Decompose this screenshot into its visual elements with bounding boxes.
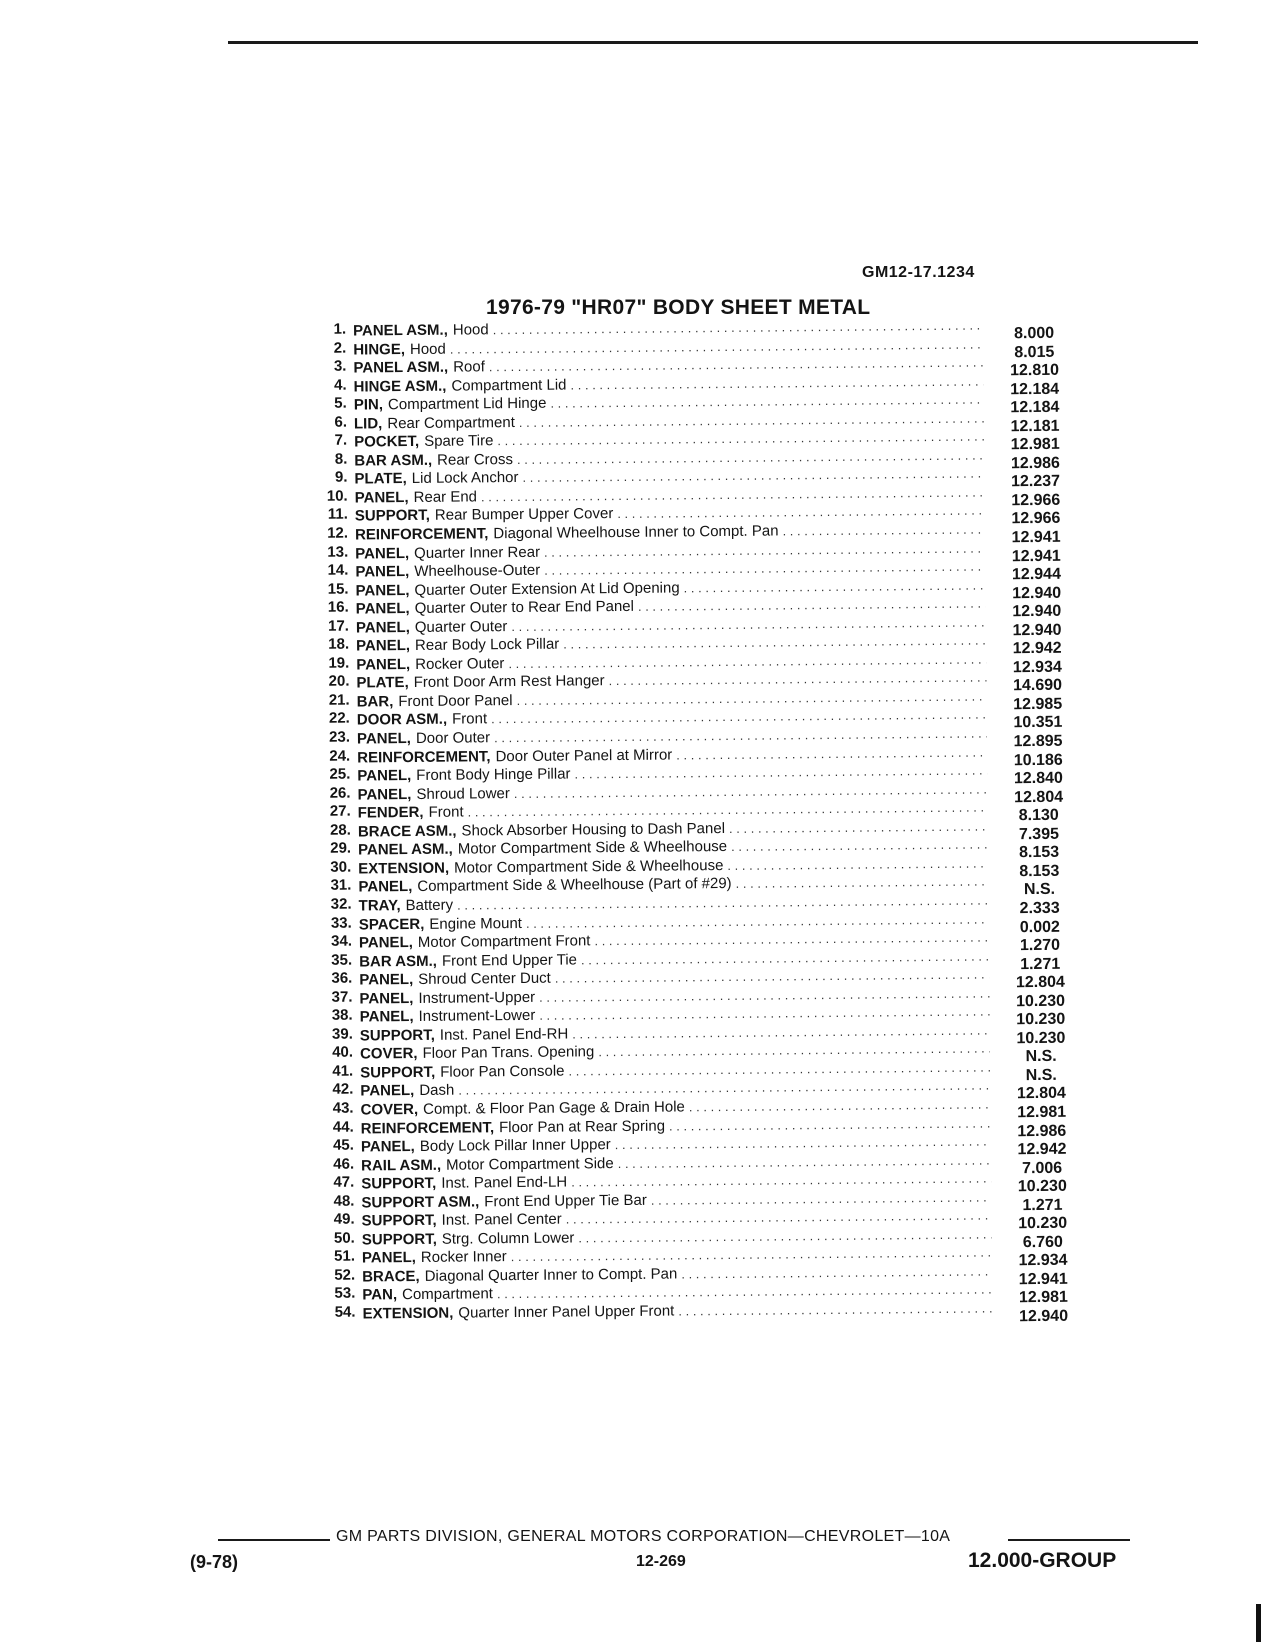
part-number: 44. bbox=[332, 1118, 354, 1136]
part-group-number: 12.940 bbox=[1012, 621, 1062, 639]
part-name: PANEL, bbox=[358, 878, 413, 896]
part-group-number: N.S. bbox=[1025, 1066, 1057, 1085]
part-group-number: 12.934 bbox=[1012, 658, 1062, 677]
part-qualifier: Spare Tire bbox=[424, 432, 494, 451]
part-number: 33. bbox=[330, 914, 352, 932]
part-number: 53. bbox=[334, 1285, 356, 1303]
part-number: 31. bbox=[330, 876, 352, 895]
part-name: HINGE ASM., bbox=[353, 377, 447, 396]
part-group-number: 2.333 bbox=[1019, 899, 1060, 918]
part-number: 22. bbox=[328, 710, 350, 728]
part-name: EXTENSION, bbox=[362, 1304, 454, 1323]
part-name: SUPPORT, bbox=[359, 1026, 435, 1045]
part-number: 52. bbox=[334, 1266, 356, 1284]
part-qualifier: Lid Lock Anchor bbox=[411, 469, 519, 488]
part-qualifier: Front bbox=[428, 803, 464, 822]
part-qualifier: Rocker Outer bbox=[415, 654, 505, 673]
part-qualifier: Rear Cross bbox=[437, 450, 514, 469]
part-name: BRACE ASM., bbox=[357, 822, 457, 841]
part-qualifier: Motor Compartment Side bbox=[446, 1154, 614, 1174]
leader-dots bbox=[782, 522, 985, 540]
part-number: 45. bbox=[332, 1136, 354, 1154]
part-number: 38. bbox=[331, 1006, 353, 1025]
part-name: LID, bbox=[353, 415, 383, 433]
part-name: POCKET, bbox=[354, 433, 420, 451]
part-group-number: 12.985 bbox=[1013, 695, 1063, 714]
part-name: RAIL ASM., bbox=[361, 1156, 442, 1175]
part-name: PANEL ASM., bbox=[353, 321, 448, 340]
part-number: 29. bbox=[330, 839, 352, 858]
part-qualifier: Inst. Panel End-RH bbox=[439, 1025, 569, 1044]
part-number: 1. bbox=[333, 320, 347, 338]
part-qualifier: Instrument-Lower bbox=[418, 1007, 536, 1026]
part-qualifier: Compartment Side & Wheelhouse (Part of #29) bbox=[417, 875, 732, 896]
leader-dots bbox=[731, 837, 988, 855]
part-number: 36. bbox=[331, 969, 353, 987]
part-qualifier: Dash bbox=[419, 1082, 455, 1100]
part-group-number: 12.942 bbox=[1017, 1140, 1067, 1159]
part-group-number: 8.153 bbox=[1019, 862, 1060, 881]
part-group-number: 12.981 bbox=[1010, 436, 1060, 454]
part-group-number: 12.184 bbox=[1010, 380, 1060, 398]
part-group-number: 14.690 bbox=[1012, 677, 1063, 695]
part-qualifier: Rear Body Lock Pillar bbox=[414, 635, 560, 655]
part-name: PANEL, bbox=[357, 785, 412, 804]
part-group-number: 12.966 bbox=[1011, 491, 1061, 510]
part-group-number: 10.230 bbox=[1016, 992, 1066, 1010]
part-name: PANEL, bbox=[360, 1082, 415, 1100]
part-group-number: 12.966 bbox=[1011, 510, 1061, 528]
part-name: HINGE, bbox=[353, 340, 406, 359]
part-group-number: 12.940 bbox=[1012, 602, 1062, 621]
part-qualifier: Compartment Lid Hinge bbox=[387, 394, 547, 414]
part-number: 54. bbox=[334, 1303, 356, 1321]
part-name: REINFORCEMENT, bbox=[360, 1118, 495, 1138]
part-number: 2. bbox=[333, 339, 347, 357]
part-qualifier: Battery bbox=[405, 896, 454, 915]
part-group-number: 12.941 bbox=[1011, 547, 1061, 565]
part-group-number: 10.230 bbox=[1018, 1214, 1068, 1233]
part-qualifier: Rear Compartment bbox=[387, 413, 515, 432]
top-rule bbox=[228, 41, 1198, 44]
part-description bbox=[362, 1300, 992, 1322]
part-number: 43. bbox=[332, 1099, 354, 1117]
part-name: PANEL, bbox=[355, 600, 410, 618]
part-group-number: 12.986 bbox=[1017, 1122, 1067, 1140]
part-name: FENDER, bbox=[357, 804, 424, 822]
part-qualifier: Shock Absorber Housing to Dash Panel bbox=[461, 819, 726, 840]
part-group-number: 10.230 bbox=[1016, 1029, 1066, 1047]
part-number: 27. bbox=[329, 802, 351, 821]
part-name: PANEL, bbox=[356, 655, 411, 674]
part-number: 35. bbox=[331, 951, 353, 969]
part-group-number: 10.230 bbox=[1016, 1010, 1066, 1029]
part-qualifier: Front Body Hinge Pillar bbox=[416, 765, 571, 785]
part-qualifier: Quarter Inner Panel Upper Front bbox=[458, 1302, 675, 1322]
part-qualifier: Engine Mount bbox=[429, 914, 523, 933]
part-qualifier: Front Door Arm Rest Hanger bbox=[413, 672, 605, 692]
part-name: COVER, bbox=[360, 1100, 419, 1119]
part-qualifier: Compt. & Floor Pan Gage & Drain Hole bbox=[422, 1098, 685, 1118]
part-name: PAN, bbox=[362, 1286, 398, 1304]
part-group-number: 12.237 bbox=[1011, 473, 1061, 491]
part-qualifier: Compartment bbox=[401, 1285, 494, 1304]
part-qualifier: Front Door Panel bbox=[398, 691, 513, 711]
part-qualifier: Quarter Outer bbox=[414, 617, 508, 636]
part-name: PANEL, bbox=[355, 544, 410, 563]
part-qualifier: Motor Compartment Front bbox=[417, 932, 591, 952]
part-name: PANEL ASM., bbox=[353, 358, 449, 377]
footer-rule-right bbox=[1008, 1539, 1130, 1541]
part-qualifier: Floor Pan Trans. Opening bbox=[422, 1043, 595, 1063]
part-group-number: 12.940 bbox=[1012, 584, 1062, 602]
part-number: 11. bbox=[327, 506, 348, 524]
part-name: REINFORCEMENT, bbox=[354, 525, 489, 544]
part-name: SUPPORT, bbox=[361, 1230, 437, 1249]
part-qualifier: Inst. Panel End-LH bbox=[441, 1173, 568, 1192]
part-number: 25. bbox=[329, 765, 351, 783]
part-name: PANEL, bbox=[361, 1249, 416, 1267]
part-group-number: 12.840 bbox=[1013, 769, 1063, 788]
part-name: SPACER, bbox=[358, 915, 425, 934]
parts-list bbox=[306, 315, 1086, 1324]
part-name: DOOR ASM., bbox=[356, 711, 448, 730]
leader-dots bbox=[736, 874, 989, 892]
part-number: 41. bbox=[332, 1062, 354, 1080]
part-name: PANEL, bbox=[356, 730, 411, 748]
part-name: BAR ASM., bbox=[359, 952, 438, 971]
part-qualifier: Diagonal Wheelhouse Inner to Compt. Pan bbox=[493, 522, 779, 543]
footer-date: (9-78) bbox=[190, 1552, 239, 1572]
part-number: 7. bbox=[334, 431, 348, 450]
part-number: 14. bbox=[327, 561, 349, 579]
part-qualifier: Roof bbox=[453, 358, 485, 376]
part-number: 16. bbox=[327, 598, 349, 617]
part-number: 42. bbox=[332, 1081, 354, 1099]
part-name: SUPPORT, bbox=[354, 507, 430, 526]
part-qualifier: Quarter Outer to Rear End Panel bbox=[414, 598, 635, 618]
edge-mark bbox=[1256, 1604, 1261, 1642]
part-name: BAR, bbox=[356, 693, 394, 711]
part-qualifier: Quarter Inner Rear bbox=[414, 543, 541, 562]
part-qualifier: Door Outer Panel at Mirror bbox=[495, 746, 673, 765]
part-qualifier: Hood bbox=[452, 321, 489, 339]
part-number: 48. bbox=[333, 1192, 355, 1210]
part-group-number: 6.760 bbox=[1022, 1233, 1063, 1251]
part-number: 50. bbox=[333, 1229, 355, 1247]
part-group-number: 10.230 bbox=[1017, 1177, 1067, 1196]
part-name: PANEL, bbox=[355, 618, 410, 637]
part-name: SUPPORT, bbox=[360, 1063, 436, 1082]
page-number: 12-269 bbox=[636, 1553, 686, 1570]
part-number: 21. bbox=[328, 691, 350, 709]
part-name: COVER, bbox=[359, 1045, 418, 1063]
part-qualifier: Rocker Inner bbox=[420, 1248, 507, 1267]
part-qualifier: Door Outer bbox=[415, 729, 491, 747]
part-qualifier: Front bbox=[452, 710, 488, 729]
part-number: 12. bbox=[327, 524, 349, 542]
part-name: SUPPORT, bbox=[361, 1212, 437, 1230]
part-group-number: 12.804 bbox=[1016, 1085, 1066, 1103]
part-number: 6. bbox=[334, 413, 348, 431]
part-name: TRAY, bbox=[358, 897, 401, 915]
part-group-number: 1.271 bbox=[1020, 955, 1061, 973]
part-number: 20. bbox=[328, 672, 350, 691]
part-number: 47. bbox=[333, 1173, 355, 1191]
part-group-number: 8.000 bbox=[1014, 324, 1055, 343]
leader-dots bbox=[727, 855, 988, 874]
part-qualifier: Floor Pan Console bbox=[440, 1062, 565, 1081]
part-group-number: 12.981 bbox=[1017, 1103, 1067, 1122]
part-group-number: 12.934 bbox=[1018, 1252, 1068, 1270]
part-group-number: 10.351 bbox=[1013, 714, 1063, 732]
part-number: 32. bbox=[330, 895, 352, 913]
part-group-number: 8.015 bbox=[1014, 343, 1055, 361]
part-number: 40. bbox=[332, 1043, 354, 1062]
part-group-number: 1.270 bbox=[1019, 936, 1061, 955]
part-name: PANEL, bbox=[357, 767, 412, 785]
part-number: 10. bbox=[326, 487, 348, 505]
part-name: EXTENSION, bbox=[358, 859, 450, 878]
document-code: GM12-17.1234 bbox=[862, 264, 975, 281]
part-number: 17. bbox=[327, 617, 350, 635]
part-group-number: 12.895 bbox=[1013, 732, 1063, 751]
part-qualifier: Quarter Outer Extension At Lid Opening bbox=[414, 579, 680, 599]
part-qualifier: Wheelhouse-Outer bbox=[414, 561, 541, 581]
part-name: PANEL, bbox=[359, 971, 414, 989]
part-number: 4. bbox=[334, 376, 347, 394]
part-group-number: 12.184 bbox=[1010, 398, 1060, 417]
part-group-number: 12.986 bbox=[1010, 454, 1060, 473]
part-number: 24. bbox=[329, 747, 351, 765]
part-number: 39. bbox=[331, 1025, 353, 1043]
part-qualifier: Shroud Lower bbox=[416, 784, 510, 803]
part-qualifier: Inst. Panel Center bbox=[441, 1210, 562, 1229]
part-qualifier: Front End Upper Tie Bar bbox=[484, 1191, 647, 1211]
part-number: 34. bbox=[331, 932, 353, 950]
part-group-number: 12.181 bbox=[1010, 417, 1060, 435]
part-qualifier: Diagonal Quarter Inner to Compt. Pan bbox=[424, 1265, 678, 1285]
part-number: 5. bbox=[334, 394, 347, 412]
part-qualifier: Motor Compartment Side & Wheelhouse bbox=[454, 856, 724, 877]
part-number: 3. bbox=[333, 357, 347, 375]
part-group-number: 12.810 bbox=[1009, 361, 1060, 380]
leader-dots bbox=[678, 1300, 992, 1319]
part-group-number: 8.153 bbox=[1019, 844, 1060, 862]
part-group-number: 12.941 bbox=[1018, 1270, 1068, 1289]
part-group-number: 12.941 bbox=[1011, 528, 1061, 547]
part-qualifier: Front End Upper Tie bbox=[441, 951, 578, 970]
part-name: PANEL, bbox=[360, 1138, 415, 1156]
part-number: 13. bbox=[327, 543, 349, 561]
part-group-number: 12.942 bbox=[1012, 640, 1062, 658]
part-name: PANEL ASM., bbox=[358, 840, 453, 859]
part-name: PANEL, bbox=[358, 934, 413, 952]
footer-rule-left bbox=[218, 1539, 330, 1541]
part-group-number: 10.186 bbox=[1013, 751, 1063, 769]
page-title: 1976-79 "HR07" BODY SHEET METAL bbox=[486, 296, 871, 319]
part-name: SUPPORT, bbox=[361, 1174, 437, 1193]
part-qualifier: Motor Compartment Side & Wheelhouse bbox=[457, 838, 728, 858]
part-name: PLATE, bbox=[354, 470, 407, 488]
part-qualifier: Floor Pan at Rear Spring bbox=[499, 1117, 666, 1136]
part-qualifier: Rear Bumper Upper Cover bbox=[434, 505, 614, 525]
part-number: 51. bbox=[334, 1247, 356, 1266]
part-group-number: 1.271 bbox=[1022, 1196, 1063, 1214]
part-number: 9. bbox=[334, 468, 348, 487]
part-number: 37. bbox=[331, 988, 353, 1006]
part-name: PANEL, bbox=[355, 563, 410, 581]
part-qualifier: Rear End bbox=[413, 488, 478, 506]
part-group-number: N.S. bbox=[1025, 1048, 1057, 1066]
part-name: PANEL, bbox=[355, 581, 410, 600]
part-number: 15. bbox=[327, 580, 349, 598]
part-group-number: 12.944 bbox=[1011, 565, 1062, 584]
part-group-number: 7.395 bbox=[1018, 825, 1060, 843]
part-name: SUPPORT ASM., bbox=[361, 1193, 480, 1212]
footer-corporation: GM PARTS DIVISION, GENERAL MOTORS CORPORATION—CHEVROLET—10A bbox=[336, 1528, 951, 1545]
part-number: 23. bbox=[329, 728, 351, 746]
part-group-number: 12.940 bbox=[1019, 1307, 1069, 1326]
part-group-number: 12.981 bbox=[1018, 1289, 1068, 1307]
part-name: BAR ASM., bbox=[354, 451, 433, 470]
part-number: 18. bbox=[328, 635, 350, 654]
part-qualifier: Instrument-Upper bbox=[418, 988, 536, 1007]
part-number: 26. bbox=[329, 784, 351, 802]
part-group-number: 12.804 bbox=[1015, 973, 1065, 992]
part-qualifier: Body Lock Pillar Inner Upper bbox=[419, 1136, 611, 1156]
part-group-number: 12.804 bbox=[1014, 788, 1064, 806]
part-qualifier: Hood bbox=[409, 340, 446, 358]
part-number: 30. bbox=[330, 858, 352, 876]
part-qualifier: Shroud Center Duct bbox=[418, 969, 551, 989]
part-name: REINFORCEMENT, bbox=[357, 747, 491, 767]
part-group-number: N.S. bbox=[1023, 881, 1056, 899]
part-group-number: 8.130 bbox=[1018, 807, 1059, 825]
part-number: 19. bbox=[328, 654, 350, 672]
part-number: 46. bbox=[333, 1155, 355, 1173]
part-group-number: 0.002 bbox=[1019, 918, 1060, 936]
part-name: PANEL, bbox=[359, 989, 414, 1008]
part-qualifier: Strg. Column Lower bbox=[441, 1229, 575, 1248]
footer-group: 12.000-GROUP bbox=[968, 1549, 1117, 1572]
part-qualifier: Compartment Lid bbox=[451, 376, 567, 395]
part-number: 8. bbox=[334, 450, 348, 468]
part-name: PANEL, bbox=[356, 637, 411, 655]
part-name: PIN, bbox=[353, 396, 384, 414]
part-number: 49. bbox=[333, 1210, 355, 1229]
part-name: PLATE, bbox=[356, 674, 409, 692]
part-name: PANEL, bbox=[359, 1008, 414, 1026]
part-group-number: 7.006 bbox=[1022, 1159, 1063, 1177]
part-name: PANEL, bbox=[354, 488, 409, 507]
part-number: 28. bbox=[329, 821, 351, 839]
part-name: BRACE, bbox=[362, 1267, 420, 1286]
leader-dots bbox=[729, 818, 988, 836]
